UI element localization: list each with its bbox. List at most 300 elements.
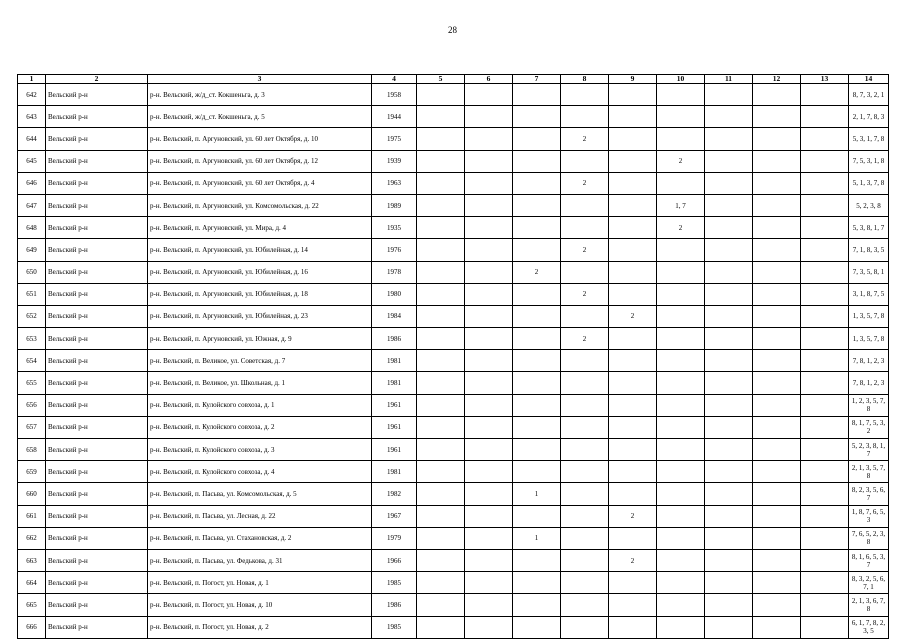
table-cell: 2: [609, 505, 657, 527]
table-cell: [561, 150, 609, 172]
table-cell: [657, 594, 705, 616]
table-cell: [753, 172, 801, 194]
column-header: 14: [849, 75, 889, 84]
table-cell: [465, 572, 513, 594]
table-cell: [561, 305, 609, 327]
table-cell: [705, 527, 753, 549]
table-row: [18, 261, 889, 283]
table-cell: [705, 350, 753, 372]
table-cell: [609, 616, 657, 638]
table-cell: 3, 1, 8, 7, 5: [849, 283, 889, 305]
table-row: [18, 239, 889, 261]
table-cell: [753, 439, 801, 461]
table-cell: [513, 106, 561, 128]
table-cell: [657, 261, 705, 283]
table-cell: [753, 194, 801, 216]
table-cell: [801, 549, 849, 571]
table-cell: [417, 239, 465, 261]
table-cell: [753, 372, 801, 394]
table-cell: 1986: [372, 328, 417, 350]
table-cell: [705, 439, 753, 461]
table-cell: 2: [657, 217, 705, 239]
table-cell: р-н. Вельский, п. Пасьва, ул. Лесная, д. 22: [148, 505, 372, 527]
table-cell: 1961: [372, 439, 417, 461]
page-number: 28: [448, 25, 457, 35]
table-cell: 1985: [372, 572, 417, 594]
table-cell: р-н. Вельский, п. Погост, ул. Новая, д. 1: [148, 572, 372, 594]
table-cell: [657, 616, 705, 638]
table-cell: [513, 594, 561, 616]
table-cell: [561, 350, 609, 372]
table-cell: [465, 483, 513, 505]
column-header: 9: [609, 75, 657, 84]
table-cell: [465, 394, 513, 416]
table-cell: 8, 3, 2, 5, 6, 7, 1: [849, 572, 889, 594]
table-cell: 2: [609, 305, 657, 327]
table-row: [18, 461, 889, 483]
table-header-row: [18, 75, 889, 84]
table-cell: 7, 6, 5, 2, 3, 8: [849, 527, 889, 549]
table-row: [18, 549, 889, 571]
table-cell: 648: [18, 217, 46, 239]
table-cell: [705, 194, 753, 216]
table-cell: 663: [18, 549, 46, 571]
table-cell: 5, 3, 1, 7, 8: [849, 128, 889, 150]
table-cell: 8, 2, 3, 5, 6, 7: [849, 483, 889, 505]
table-cell: Вельский р-н: [46, 572, 148, 594]
table-cell: [801, 350, 849, 372]
table-cell: [561, 572, 609, 594]
table-cell: Вельский р-н: [46, 283, 148, 305]
table-cell: [801, 483, 849, 505]
table-cell: [705, 172, 753, 194]
table-cell: [513, 350, 561, 372]
table-cell: [609, 594, 657, 616]
table-cell: 2: [561, 239, 609, 261]
table-cell: 649: [18, 239, 46, 261]
table-cell: [753, 416, 801, 438]
table-cell: 1979: [372, 527, 417, 549]
table-cell: [513, 616, 561, 638]
table-cell: Вельский р-н: [46, 172, 148, 194]
table-cell: [753, 350, 801, 372]
table-cell: 8, 7, 3, 2, 1: [849, 84, 889, 106]
table-cell: р-н. Вельский, п. Пасьва, ул. Федькова, д. 31: [148, 549, 372, 571]
table-cell: [657, 328, 705, 350]
table-cell: [465, 328, 513, 350]
table-cell: 1986: [372, 594, 417, 616]
table-cell: [801, 194, 849, 216]
table-cell: 5, 2, 3, 8: [849, 194, 889, 216]
table-cell: [705, 84, 753, 106]
table-cell: [561, 505, 609, 527]
table-cell: [705, 572, 753, 594]
table-cell: [705, 283, 753, 305]
table-cell: Вельский р-н: [46, 128, 148, 150]
table-cell: р-н. Вельский, п. Аргуновский, ул. 60 лет Октября, д. 10: [148, 128, 372, 150]
table-cell: [561, 461, 609, 483]
table-cell: 1989: [372, 194, 417, 216]
table-cell: [465, 505, 513, 527]
table-cell: 8, 1, 6, 5, 3, 7: [849, 549, 889, 571]
table-cell: [753, 305, 801, 327]
table-cell: 2, 1, 3, 6, 7, 8: [849, 594, 889, 616]
table-cell: 647: [18, 194, 46, 216]
table-cell: 6, 1, 7, 8, 2, 3, 5: [849, 616, 889, 638]
table-cell: [513, 84, 561, 106]
table-cell: [753, 527, 801, 549]
table-cell: [801, 594, 849, 616]
table-cell: [513, 328, 561, 350]
table-cell: [753, 572, 801, 594]
table-cell: Вельский р-н: [46, 350, 148, 372]
table-row: [18, 328, 889, 350]
table-cell: [417, 261, 465, 283]
table-row: [18, 505, 889, 527]
table-cell: [753, 394, 801, 416]
table-cell: 1958: [372, 84, 417, 106]
table-cell: [609, 439, 657, 461]
table-cell: [417, 150, 465, 172]
table-cell: р-н. Вельский, ж/д_ст. Кокшеньга, д. 5: [148, 106, 372, 128]
table-cell: 8, 1, 7, 5, 3, 2: [849, 416, 889, 438]
table-cell: [465, 305, 513, 327]
table-cell: [609, 239, 657, 261]
table-cell: [705, 217, 753, 239]
table-cell: Вельский р-н: [46, 439, 148, 461]
table-row: [18, 128, 889, 150]
table-cell: [417, 594, 465, 616]
table-cell: р-н. Вельский, п. Погост, ул. Новая, д. 2: [148, 616, 372, 638]
table-cell: [609, 328, 657, 350]
table-row: [18, 283, 889, 305]
table-cell: [417, 172, 465, 194]
table-cell: 1966: [372, 549, 417, 571]
table-cell: [417, 217, 465, 239]
table-cell: р-н. Вельский, п. Кулойского совхоза, д. 4: [148, 461, 372, 483]
table-cell: [705, 328, 753, 350]
table-cell: [513, 572, 561, 594]
table-cell: [465, 106, 513, 128]
table-cell: р-н. Вельский, п. Аргуновский, ул. Южная, д. 9: [148, 328, 372, 350]
table-cell: [705, 394, 753, 416]
table-cell: [609, 350, 657, 372]
table-row: [18, 616, 889, 638]
table-cell: [801, 261, 849, 283]
table-cell: 5, 3, 8, 1, 7: [849, 217, 889, 239]
table-cell: [801, 372, 849, 394]
table-cell: р-н. Вельский, п. Аргуновский, ул. Юбилейная, д. 16: [148, 261, 372, 283]
table-cell: 2: [561, 128, 609, 150]
table-cell: [801, 128, 849, 150]
column-header: 11: [705, 75, 753, 84]
table-cell: [465, 150, 513, 172]
table-cell: [753, 505, 801, 527]
table-row: [18, 106, 889, 128]
table-cell: [609, 194, 657, 216]
table-cell: 1, 2, 3, 5, 7, 8: [849, 394, 889, 416]
table-cell: [801, 150, 849, 172]
table-cell: [561, 194, 609, 216]
table-cell: 656: [18, 394, 46, 416]
table-cell: [465, 616, 513, 638]
table-cell: 662: [18, 527, 46, 549]
table-cell: р-н. Вельский, п. Аргуновский, ул. Юбилейная, д. 18: [148, 283, 372, 305]
table-row: [18, 372, 889, 394]
table-cell: 7, 5, 3, 1, 8: [849, 150, 889, 172]
table-cell: [705, 549, 753, 571]
table-cell: 643: [18, 106, 46, 128]
table-cell: [465, 283, 513, 305]
table-cell: [753, 84, 801, 106]
register-table: [17, 74, 889, 639]
table-cell: [417, 394, 465, 416]
table-cell: [801, 572, 849, 594]
table-row: [18, 572, 889, 594]
table-cell: Вельский р-н: [46, 239, 148, 261]
table-cell: [417, 128, 465, 150]
table-cell: [465, 461, 513, 483]
table-cell: 1975: [372, 128, 417, 150]
table-cell: 2: [609, 549, 657, 571]
column-header: 10: [657, 75, 705, 84]
table-cell: Вельский р-н: [46, 372, 148, 394]
table-cell: [465, 372, 513, 394]
table-cell: [609, 261, 657, 283]
table-cell: [417, 84, 465, 106]
table-row: [18, 439, 889, 461]
table-cell: [657, 128, 705, 150]
table-cell: [513, 150, 561, 172]
table-cell: [513, 394, 561, 416]
table-cell: [705, 505, 753, 527]
table-cell: [465, 527, 513, 549]
table-cell: [609, 416, 657, 438]
table-cell: [465, 172, 513, 194]
table-cell: [561, 527, 609, 549]
table-cell: [753, 217, 801, 239]
column-header: 4: [372, 75, 417, 84]
table-cell: [513, 416, 561, 438]
table-cell: Вельский р-н: [46, 261, 148, 283]
column-header: 3: [148, 75, 372, 84]
table-cell: [753, 261, 801, 283]
table-row: [18, 350, 889, 372]
table-cell: 1981: [372, 461, 417, 483]
table-cell: р-н. Вельский, п. Великое, ул. Школьная, д. 1: [148, 372, 372, 394]
table-cell: [801, 239, 849, 261]
table-cell: р-н. Вельский, п. Великое, ул. Советская, д. 7: [148, 350, 372, 372]
table-cell: 1961: [372, 394, 417, 416]
table-cell: [561, 594, 609, 616]
table-cell: [513, 439, 561, 461]
table-cell: 1963: [372, 172, 417, 194]
table-cell: [609, 572, 657, 594]
table-cell: [705, 305, 753, 327]
table-cell: [561, 84, 609, 106]
table-cell: 666: [18, 616, 46, 638]
table-cell: 1935: [372, 217, 417, 239]
table-cell: [657, 505, 705, 527]
table-cell: [801, 84, 849, 106]
table-cell: [609, 84, 657, 106]
table-cell: [561, 549, 609, 571]
table-cell: р-н. Вельский, п. Кулойского совхоза, д. 1: [148, 394, 372, 416]
column-header: 5: [417, 75, 465, 84]
table-cell: р-н. Вельский, п. Кулойского совхоза, д. 3: [148, 439, 372, 461]
table-cell: 1984: [372, 305, 417, 327]
table-cell: [753, 594, 801, 616]
table-cell: 645: [18, 150, 46, 172]
column-header: 12: [753, 75, 801, 84]
table-cell: [513, 239, 561, 261]
table-cell: 7, 3, 5, 8, 1: [849, 261, 889, 283]
table-cell: 1, 8, 7, 6, 5, 3: [849, 505, 889, 527]
table-cell: [801, 328, 849, 350]
table-cell: [801, 439, 849, 461]
table-cell: Вельский р-н: [46, 505, 148, 527]
table-cell: [513, 461, 561, 483]
table-cell: [657, 239, 705, 261]
table-row: [18, 150, 889, 172]
table-cell: [705, 461, 753, 483]
table-cell: [417, 106, 465, 128]
table-cell: 1982: [372, 483, 417, 505]
table-cell: 5, 1, 3, 7, 8: [849, 172, 889, 194]
table-cell: [705, 106, 753, 128]
table-cell: Вельский р-н: [46, 549, 148, 571]
table-cell: [561, 416, 609, 438]
column-header: 1: [18, 75, 46, 84]
table-cell: 5, 2, 3, 8, 1, 7: [849, 439, 889, 461]
table-cell: р-н. Вельский, п. Кулойского совхоза, д. 2: [148, 416, 372, 438]
table-cell: [801, 305, 849, 327]
table-cell: Вельский р-н: [46, 150, 148, 172]
table-cell: [465, 350, 513, 372]
table-cell: Вельский р-н: [46, 527, 148, 549]
table-cell: [753, 483, 801, 505]
table-cell: [657, 549, 705, 571]
table-cell: 650: [18, 261, 46, 283]
table-cell: [705, 239, 753, 261]
table-cell: [657, 439, 705, 461]
table-cell: [657, 305, 705, 327]
table-cell: [801, 217, 849, 239]
table-cell: [705, 483, 753, 505]
table-cell: [417, 283, 465, 305]
table-cell: 1981: [372, 372, 417, 394]
table-cell: [753, 106, 801, 128]
table-cell: [753, 239, 801, 261]
table-cell: Вельский р-н: [46, 305, 148, 327]
table-cell: 654: [18, 350, 46, 372]
table-cell: [801, 616, 849, 638]
table-cell: 644: [18, 128, 46, 150]
table-cell: 2: [513, 261, 561, 283]
table-cell: р-н. Вельский, п. Аргуновский, ул. Комсомольская, д. 22: [148, 194, 372, 216]
table-cell: [417, 372, 465, 394]
table-cell: [753, 150, 801, 172]
table-cell: 1: [513, 527, 561, 549]
table-cell: р-н. Вельский, п. Аргуновский, ул. 60 лет Октября, д. 4: [148, 172, 372, 194]
table-cell: 651: [18, 283, 46, 305]
table-cell: [609, 283, 657, 305]
table-cell: [609, 461, 657, 483]
table-cell: [513, 305, 561, 327]
table-row: [18, 594, 889, 616]
table-cell: [417, 194, 465, 216]
table-cell: [417, 505, 465, 527]
table-cell: Вельский р-н: [46, 394, 148, 416]
table-cell: [465, 416, 513, 438]
column-header: 6: [465, 75, 513, 84]
table-row: [18, 217, 889, 239]
table-cell: [465, 194, 513, 216]
table-cell: 664: [18, 572, 46, 594]
column-header: 13: [801, 75, 849, 84]
table-cell: [513, 372, 561, 394]
table-cell: 2: [657, 150, 705, 172]
table-cell: 665: [18, 594, 46, 616]
table-cell: р-н. Вельский, п. Пасьва, ул. Комсомольская, д. 5: [148, 483, 372, 505]
column-header: 8: [561, 75, 609, 84]
table-cell: Вельский р-н: [46, 461, 148, 483]
table-cell: [609, 128, 657, 150]
table-cell: [465, 217, 513, 239]
table-cell: Вельский р-н: [46, 594, 148, 616]
table-cell: [609, 483, 657, 505]
table-cell: [657, 483, 705, 505]
table-cell: [657, 572, 705, 594]
table-row: [18, 483, 889, 505]
table-cell: [753, 328, 801, 350]
table-cell: [705, 594, 753, 616]
table-cell: [657, 461, 705, 483]
table-cell: 2, 1, 7, 8, 3: [849, 106, 889, 128]
table-cell: [657, 394, 705, 416]
table-cell: 660: [18, 483, 46, 505]
table-cell: 1980: [372, 283, 417, 305]
table-cell: [561, 616, 609, 638]
table-cell: [417, 328, 465, 350]
table-cell: [513, 128, 561, 150]
table-cell: [417, 527, 465, 549]
table-cell: 2: [561, 328, 609, 350]
table-cell: [657, 84, 705, 106]
table-cell: [801, 106, 849, 128]
table-cell: 657: [18, 416, 46, 438]
table-cell: [417, 350, 465, 372]
table-cell: Вельский р-н: [46, 106, 148, 128]
table-cell: [465, 594, 513, 616]
table-cell: [657, 283, 705, 305]
table-cell: [705, 261, 753, 283]
table-cell: [561, 217, 609, 239]
table-cell: [705, 372, 753, 394]
table-cell: р-н. Вельский, п. Погост, ул. Новая, д. 10: [148, 594, 372, 616]
table-cell: 7, 8, 1, 2, 3: [849, 350, 889, 372]
table-cell: [561, 439, 609, 461]
table-cell: Вельский р-н: [46, 483, 148, 505]
table-cell: [801, 505, 849, 527]
column-header: 7: [513, 75, 561, 84]
table-cell: 1: [513, 483, 561, 505]
table-cell: Вельский р-н: [46, 616, 148, 638]
table-cell: [801, 283, 849, 305]
table-cell: [513, 194, 561, 216]
table-cell: [609, 527, 657, 549]
table-cell: [513, 549, 561, 571]
